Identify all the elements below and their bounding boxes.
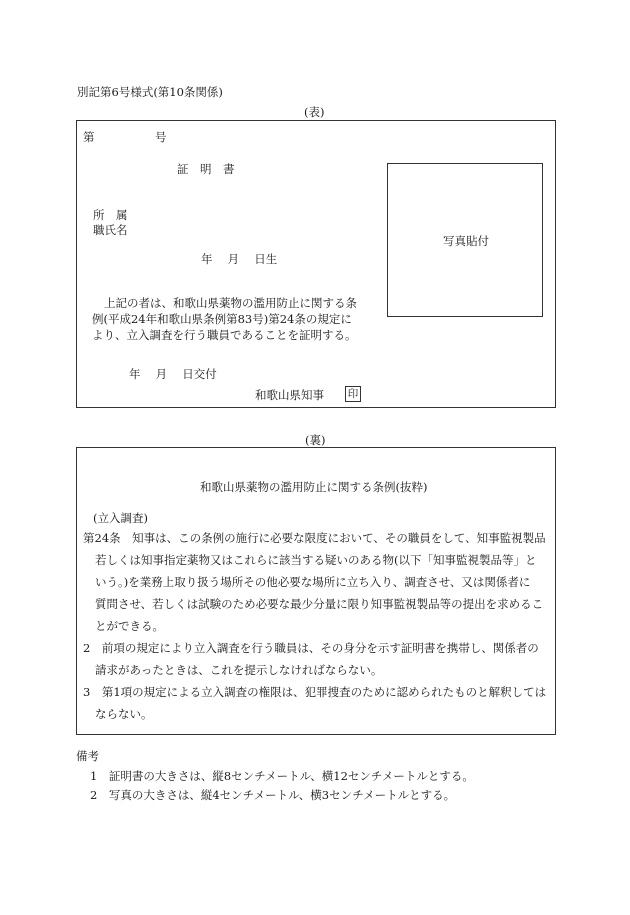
article-line: 若しくは知事指定薬物又はこれらに該当する疑いのある物(以下「知事監視製品等」と [95,553,537,567]
certificate-front [76,120,556,408]
certification-text: 上記の者は、和歌山県薬物の濫用防止に関する条例(平成24年和歌山県条例第83号)第24条の規定により、立入調査を行う職員であることを証明する。 [92,296,357,342]
number-prefix: 第 [83,130,95,144]
notes-heading: 備考 [76,749,99,763]
certificate-back [76,447,556,735]
paragraph-line: 2 前項の規定により立入調査を行う職員は、その身分を示す証明書を携帯し、関係者の [83,641,539,655]
front-side-label: (表) [304,105,325,119]
article-line: 質問させ、若しくは試験のため必要な最少分量に限り知事監視製品等の提出を求めるこ [95,597,544,611]
name-label: 職氏名 [93,223,128,237]
issue-date-label: 年 月 日交付 [129,367,217,381]
paragraph-line: ならない。 [95,707,153,721]
article-line: とができる。 [95,619,164,633]
seal-stamp: 印 [345,386,361,402]
certificate-title: 証 明 書 [177,162,235,176]
ordinance-title: 和歌山県薬物の濫用防止に関する条例(抜粋) [200,480,428,494]
article-line: 第24条 知事は、この条例の施行に必要な限度において、その職員をして、知事監視製品 [83,531,546,545]
section-heading: (立入調査) [93,511,148,525]
note-item: 2 写真の大きさは、縦4センチメートル、横3センチメートルとする。 [90,788,456,802]
note-item: 1 証明書の大きさは、縦8センチメートル、横12センチメートルとする。 [90,769,474,783]
article-line: いう。)を業務上取り扱う場所その他必要な場所に立ち入り、調査させ、又は関係者に [95,575,531,589]
affiliation-label: 所 属 [93,208,128,222]
number-suffix: 号 [155,130,167,144]
form-label: 別記第6号様式(第10条関係) [77,85,223,99]
birthdate-label: 年 月 日生 [201,252,278,266]
paragraph-line: 3 第1項の規定による立入調査の権限は、犯罪捜査のために認められたものと解釈しては [83,685,547,699]
issuer-name: 和歌山県知事 [255,388,324,402]
back-side-label: (裏) [305,433,326,447]
paragraph-line: 請求があったときは、これを提示しなければならない。 [95,663,383,677]
photo-label: 写真貼付 [443,234,489,248]
photo-placeholder [387,163,543,317]
